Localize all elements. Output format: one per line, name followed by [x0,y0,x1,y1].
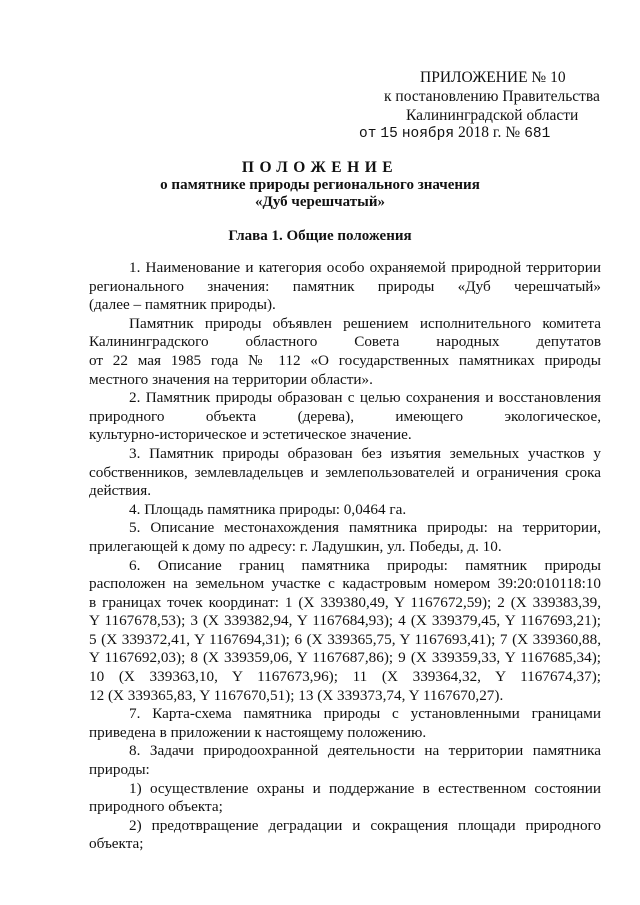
text-line: природы: [89,761,150,779]
text-line: Y 1167678,53); 3 (X 339382,94, Y 1167684,93); 4 (X 339379,45, Y 1167693,21); [89,612,601,630]
text-line: 2. Памятник природы образован с целью сохранения и восстановления [129,389,601,407]
body-text [89,259,601,854]
date-day: 15 [380,126,398,142]
text-line: природного объекта (дерева), имеющего экологическое, [89,407,601,425]
text-line: расположен на земельном участке с кадастровым номером 39:20:010118:10 [89,575,601,593]
text-line: природного объекта; [89,798,223,816]
document-number: 681 [524,126,551,142]
text-line: 8. Задачи природоохранной деятельности на территории памятника [129,742,601,760]
text-line: прилегающей к дому по адресу: г. Ладушкин, ул. Победы, д. 10. [89,537,502,555]
text-line: в границах точек координат: 1 (X 339380,49, Y 1167672,59); 2 (X 339383,39, [89,593,601,611]
text-line: приведена в приложении к настоящему положению. [89,723,427,741]
text-line: 10 (X 339363,10, Y 1167673,96); 11 (X 339364,32, Y 1167674,37); [89,668,601,686]
text-line: собственников, землевладельцев и землепользователей и ограничения срока [89,463,601,481]
text-line: от 22 мая 1985 года № 112 «О государственных памятниках природы [89,351,601,369]
subtitle-line-1: о памятнике природы регионального значения [160,177,480,193]
text-line: действия. [89,482,152,500]
text-line: 5. Описание местонахождения памятника природы: на территории, [129,519,601,537]
text-line: Калининградского областного Совета народных депутатов [89,333,601,351]
text-line: 6. Описание границ памятника природы: памятник природы [129,556,601,574]
text-line: (далее – памятник природы). [89,296,276,314]
subtitle-line-2: «Дуб черешчатый» [255,194,385,210]
text-line: 4. Площадь памятника природы: 0,0464 га. [129,500,407,518]
text-line: 2) предотвращение деградации и сокращения площади природного [129,816,601,834]
text-line: 1. Наименование и категория особо охраняемой природной территории [129,259,601,276]
text-line: Памятник природы объявлен решением исполнительного комитета [129,314,601,332]
text-line: культурно-историческое и эстетическое значение. [89,426,412,444]
chapter-heading: Глава 1. Общие положения [228,228,412,244]
text-line: 5 (X 339372,41, Y 1167694,31); 6 (X 339365,75, Y 1167693,41); 7 (X 339360,88, [89,630,601,648]
header-date-line [359,124,550,142]
document-title: ПОЛОЖЕНИЕ [241,159,399,176]
text-line: 1) осуществление охраны и поддержание в естественном состоянии [129,779,601,797]
date-year: 2018 г. [458,124,502,141]
header-line-resolution: к постановлению Правительства [384,88,600,105]
date-prefix: от [359,126,377,142]
text-line: 7. Карта-схема памятника природы с установленными границами [129,705,601,723]
text-line: объекта; [89,835,144,853]
text-line: 3. Памятник природы образован без изъятия земельных участков у [129,444,601,462]
text-line: регионального значения: памятник природы «Дуб черешчатый» [89,277,601,295]
text-line: местного значения на территории области». [89,370,373,388]
number-sign: № [505,124,521,141]
header-line-region: Калининградской области [406,107,579,124]
text-line: Y 1167692,03); 8 (X 339359,06, Y 1167687,86); 9 (X 339359,33, Y 1167685,34); [89,649,601,667]
date-month: ноября [401,126,455,142]
appendix-label: ПРИЛОЖЕНИЕ № 10 [420,69,566,86]
text-line: 12 (X 339365,83, Y 1167670,51); 13 (X 339373,74, Y 1167670,27). [89,686,504,704]
